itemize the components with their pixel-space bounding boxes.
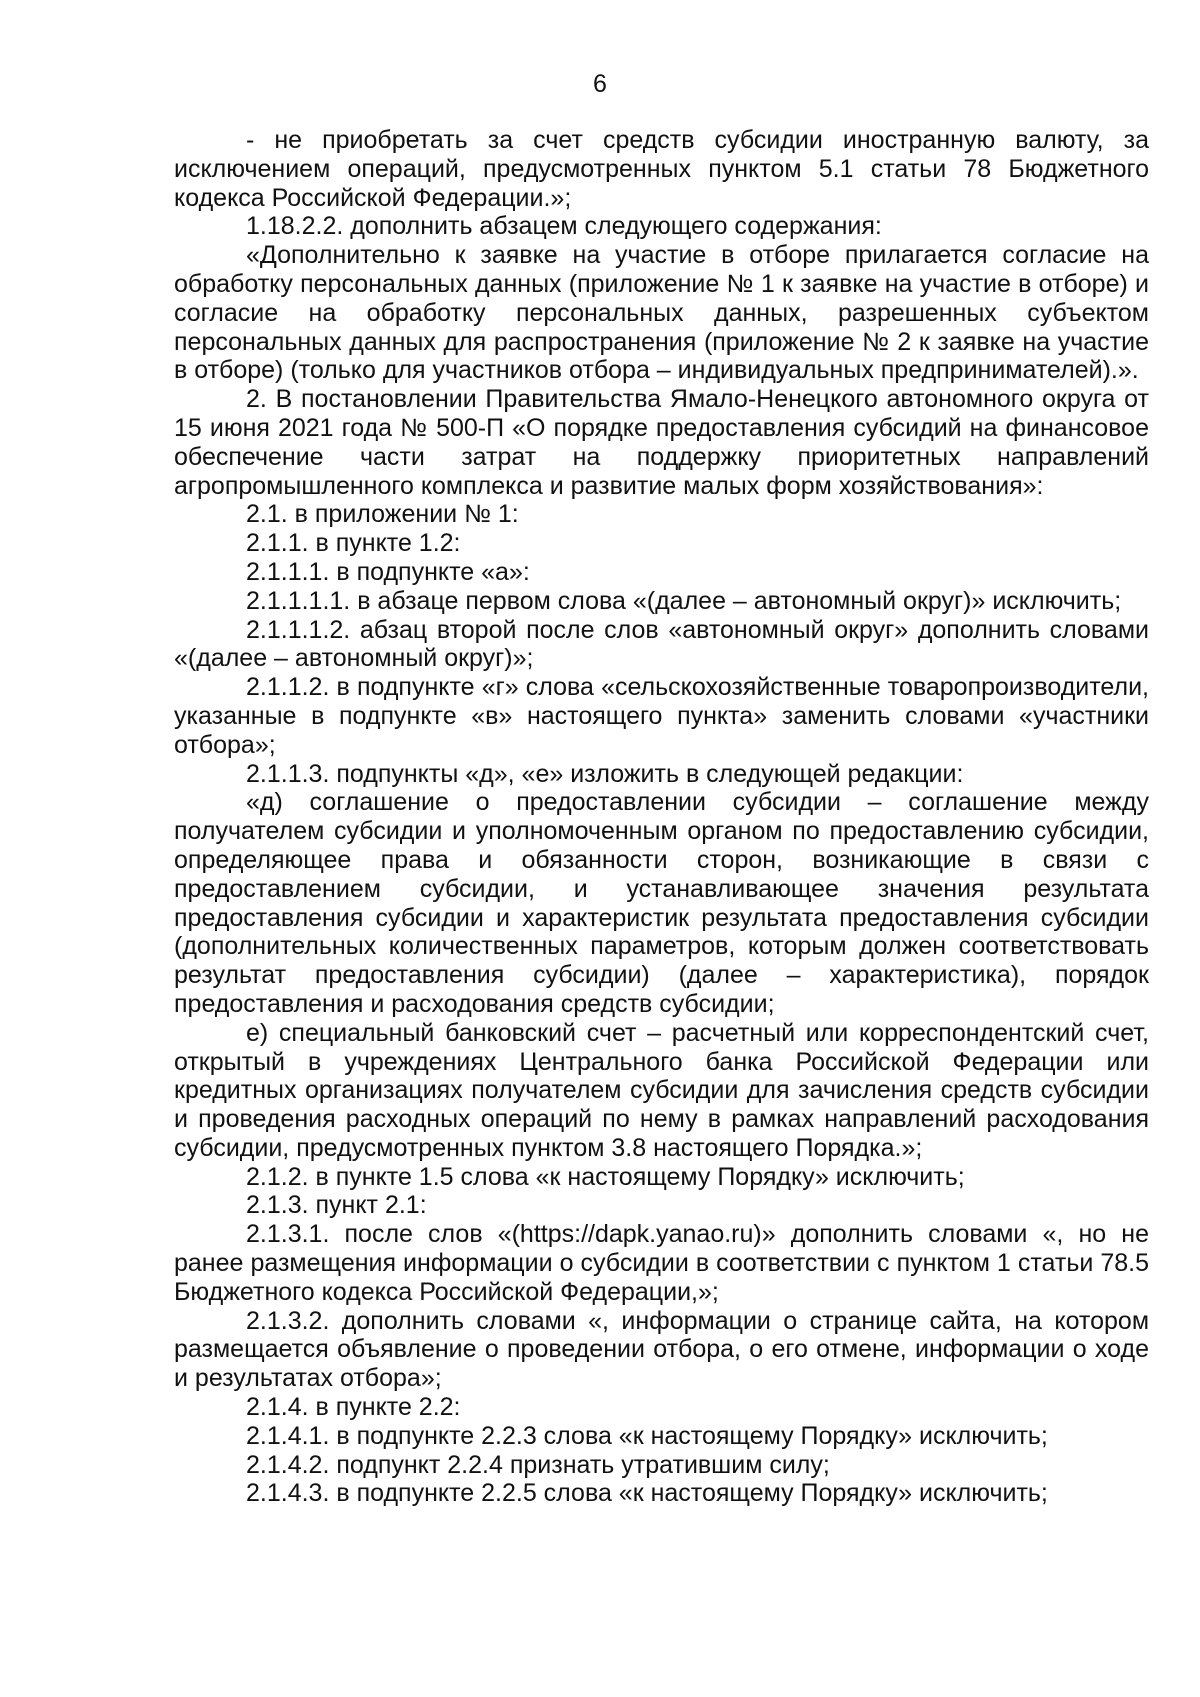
paragraph: е) специальный банковский счет – расчетный или корреспондентский счет, открытый в учреждениях Центрального банка Российской Федерации или кредитных организациях получателем субсидии для зачисления средств субсидии и проведения расходных операций по нему в рамках направлений расходования субсидии, предусмотренных пунктом 3.8 настоящего Порядка.»; — [174, 1018, 1149, 1162]
paragraph: 2.1.1.1.2. абзац второй после слов «автономный округ» дополнить словами «(далее – автономный округ)»; — [174, 615, 1149, 673]
paragraph: 2.1.4. в пункте 2.2: — [246, 1393, 461, 1422]
document-body — [174, 126, 1149, 1508]
paragraph: 2.1.1.1.1. в абзаце первом слова «(далее – автономный округ)» исключить; — [246, 586, 1122, 615]
paragraph: 2.1.1. в пункте 1.2: — [246, 529, 461, 558]
paragraph: 2.1.1.3. подпункты «д», «е» изложить в следующей редакции: — [246, 759, 964, 788]
paragraph: 2.1.4.2. подпункт 2.2.4 признать утратившим силу; — [246, 1450, 830, 1479]
paragraph: 2.1.2. в пункте 1.5 слова «к настоящему Порядку» исключить; — [246, 1162, 965, 1191]
paragraph: 2.1.3.2. дополнить словами «, информации о странице сайта, на котором размещается объявление о проведении отбора, о его отмене, информации о ходе и результатах отбора»; — [174, 1306, 1149, 1393]
paragraph: 2.1.4.1. в подпункте 2.2.3 слова «к настоящему Порядку» исключить; — [246, 1421, 1048, 1450]
paragraph: «Дополнительно к заявке на участие в отборе прилагается согласие на обработку персональных данных (приложение № 1 к заявке на участие в отборе) и согласие на обработку персональных данных, разрешенных субъектом персональных данных для распространения (приложение № 2 к заявке на участие в отборе) (только для участников отбора – индивидуальных предпринимателей).». — [174, 241, 1149, 385]
paragraph: 2.1.3. пункт 2.1: — [246, 1191, 427, 1220]
paragraph: 2.1.1.1. в подпункте «а»: — [246, 557, 530, 586]
page-number: 6 — [593, 70, 607, 98]
paragraph: 2.1.4.3. в подпункте 2.2.5 слова «к настоящему Порядку» исключить; — [246, 1479, 1048, 1508]
paragraph: 2. В постановлении Правительства Ямало-Ненецкого автономного округа от 15 июня 2021 года № 500-П «О порядке предоставления субсидий на финансовое обеспечение части затрат на поддержку приоритетных направлений агропромышленного комплекса и развитие малых форм хозяйствования»: — [174, 385, 1149, 500]
paragraph: 2.1.1.2. в подпункте «г» слова «сельскохозяйственные товаропроизводители, указанные в подпункте «в» настоящего пункта» заменить словами «участники отбора»; — [174, 673, 1149, 759]
paragraph: «д) соглашение о предоставлении субсидии – соглашение между получателем субсидии и уполномоченным органом по предоставлению субсидии, определяющее права и обязанности сторон, возникающие в связи с предоставлением субсидии, и устанавливающее значения результата предоставления субсидии и характеристик результата предоставления субсидии (дополнительных количественных параметров, которым должен соответствовать результат предоставления субсидии) (далее – характеристика), порядок предоставления и расходования средств субсидии; — [174, 788, 1149, 1018]
paragraph: 1.18.2.2. дополнить абзацем следующего содержания: — [246, 212, 882, 241]
paragraph: - не приобретать за счет средств субсидии иностранную валюту, за исключением операций, предусмотренных пунктом 5.1 статьи 78 Бюджетного кодекса Российской Федерации.»; — [174, 126, 1149, 212]
paragraph: 2.1.3.1. после слов «(https://dapk.yanao.ru)» дополнить словами «, но не ранее размещения информации о субсидии в соответствии с пунктом 1 статьи 78.5 Бюджетного кодекса Российской Федерации,»; — [174, 1220, 1149, 1306]
paragraph: 2.1. в приложении № 1: — [246, 500, 519, 529]
